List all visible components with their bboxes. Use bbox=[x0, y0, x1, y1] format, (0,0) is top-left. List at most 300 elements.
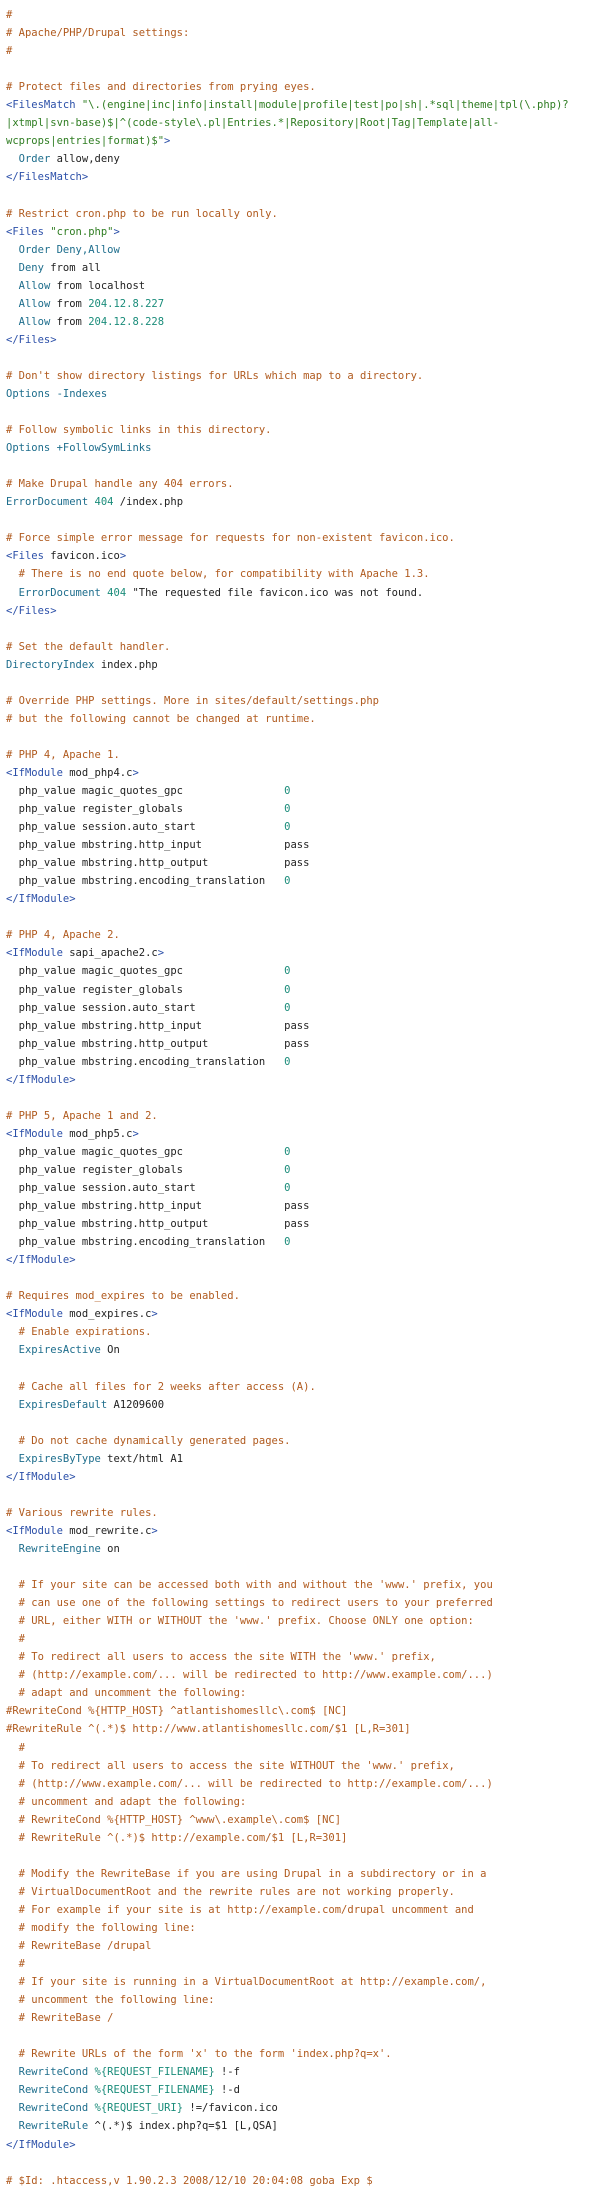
keyword-token: Order bbox=[18, 243, 51, 256]
keyword-token: Options bbox=[6, 442, 51, 455]
value-token: 0 bbox=[284, 1145, 291, 1158]
code-line bbox=[6, 602, 596, 620]
code-line bbox=[6, 1179, 596, 1197]
code-line bbox=[6, 313, 596, 331]
comment-token: # RewriteRule ^(.*)$ http://example.com/$1 [L,R=301] bbox=[18, 1831, 348, 1844]
keyword-token: +FollowSymLinks bbox=[56, 442, 152, 455]
code-line bbox=[6, 1323, 596, 1341]
comment-token: # To redirect all users to access the site WITH the 'www.' prefix, bbox=[18, 1651, 436, 1664]
code-line bbox=[6, 1161, 596, 1179]
code-line bbox=[6, 800, 596, 818]
text-token bbox=[6, 568, 19, 580]
comment-token: # $Id: .htaccess,v 1.90.2.3 2008/12/10 20:04:08 goba Exp $ bbox=[6, 2174, 373, 2187]
keyword-token: RewriteCond bbox=[18, 2102, 89, 2115]
text-token bbox=[6, 1399, 19, 1411]
text-token: index.php bbox=[94, 658, 158, 671]
tag-token: </IfModule> bbox=[6, 893, 76, 906]
value-token: 0 bbox=[284, 1055, 291, 1068]
text-token: php_value magic_quotes_gpc bbox=[6, 1145, 285, 1158]
code-line bbox=[6, 457, 596, 475]
text-token bbox=[6, 2066, 19, 2078]
code-line bbox=[6, 872, 596, 890]
code-line bbox=[6, 1305, 596, 1323]
keyword-token: ErrorDocument bbox=[18, 586, 101, 599]
code-line bbox=[6, 1378, 596, 1396]
code-line bbox=[6, 186, 596, 204]
code-line bbox=[6, 60, 596, 78]
comment-token: # RewriteCond %{HTTP_HOST} ^www\.example\.com$ [NC] bbox=[18, 1813, 342, 1826]
comment-token: # Override PHP settings. More in sites/default/settings.php bbox=[6, 694, 379, 707]
code-line bbox=[6, 2009, 596, 2027]
code-line bbox=[6, 1251, 596, 1269]
comment-token: # Modify the RewriteBase if you are using Drupal in a subdirectory or in a bbox=[18, 1867, 487, 1880]
code-line bbox=[6, 782, 596, 800]
code-line bbox=[6, 1341, 596, 1359]
comment-token: #RewriteCond %{HTTP_HOST} ^atlantishomesllc\.com$ [NC] bbox=[6, 1705, 348, 1718]
value-token: 0 bbox=[284, 875, 291, 888]
tag-token: > bbox=[151, 1524, 158, 1537]
text-token bbox=[6, 2084, 19, 2096]
comment-token: # Enable expirations. bbox=[18, 1326, 152, 1339]
value-token: 204.12.8.227 bbox=[88, 297, 165, 310]
code-line bbox=[6, 1360, 596, 1378]
code-line bbox=[6, 710, 596, 728]
tag-token: > bbox=[119, 550, 127, 563]
code-line bbox=[6, 547, 596, 565]
code-line bbox=[6, 656, 596, 674]
code-line bbox=[6, 1793, 596, 1811]
comment-token: # Force simple error message for requests for non-existent favicon.ico. bbox=[6, 532, 455, 545]
code-line bbox=[6, 529, 596, 547]
keyword-token: ErrorDocument bbox=[6, 496, 89, 509]
text-token bbox=[6, 1381, 19, 1393]
comment-token: # Various rewrite rules. bbox=[6, 1506, 158, 1519]
comment-token: # (http://example.com/... will be redirected to http://www.example.com/...) bbox=[18, 1669, 493, 1682]
text-token bbox=[6, 298, 19, 310]
code-line bbox=[6, 2154, 596, 2172]
code-line bbox=[6, 944, 596, 962]
code-line bbox=[6, 349, 596, 367]
code-line bbox=[6, 1937, 596, 1955]
keyword-token: ExpiresDefault bbox=[18, 1398, 108, 1411]
text-token bbox=[6, 1940, 19, 1952]
comment-token: # uncomment and adapt the following: bbox=[18, 1795, 247, 1808]
comment-token: # PHP 4, Apache 1. bbox=[6, 748, 120, 761]
text-token: mod_rewrite.c bbox=[69, 1524, 152, 1537]
code-line bbox=[6, 2136, 596, 2154]
value-token: %{REQUEST_FILENAME} bbox=[94, 2066, 215, 2079]
code-line bbox=[6, 584, 596, 602]
text-token bbox=[6, 1687, 19, 1699]
comment-token: # To redirect all users to access the site WITHOUT the 'www.' prefix, bbox=[18, 1759, 455, 1772]
text-token bbox=[6, 1344, 19, 1356]
text-token: php_value register_globals bbox=[6, 1164, 285, 1176]
text-token: php_value mbstring.http_input pass bbox=[6, 1019, 310, 1032]
text-token: from all bbox=[43, 261, 101, 274]
tag-token: > bbox=[132, 1127, 139, 1140]
code-line bbox=[6, 150, 596, 168]
text-token bbox=[6, 262, 19, 274]
code-line bbox=[6, 493, 596, 511]
comment-token: # bbox=[18, 1741, 25, 1754]
value-token: %{REQUEST_FILENAME} bbox=[94, 2084, 215, 2097]
text-token bbox=[6, 1886, 19, 1898]
keyword-token: Deny,Allow bbox=[56, 243, 120, 256]
text-token: php_value register_globals bbox=[6, 803, 285, 816]
code-line bbox=[6, 1107, 596, 1125]
value-token: 0 bbox=[284, 821, 291, 834]
string-token: "\.(engine|inc|info|install|module|profile|test|po|sh|.*sql|theme|tpl(\.php)? bbox=[81, 99, 569, 112]
code-line bbox=[6, 1432, 596, 1450]
comment-token: # modify the following line: bbox=[18, 1921, 196, 1934]
code-line bbox=[6, 2117, 596, 2135]
tag-token: <IfModule bbox=[6, 766, 70, 779]
code-line bbox=[6, 2172, 596, 2190]
code-line bbox=[6, 42, 596, 60]
text-token: /index.php bbox=[113, 496, 184, 509]
code-line bbox=[6, 1558, 596, 1576]
code-line bbox=[6, 1197, 596, 1215]
code-line bbox=[6, 1125, 596, 1143]
string-token: |xtmpl|svn-base)$|^(code-style\.pl|Entries.*|Repository|Root|Tag|Template|all- bbox=[6, 117, 500, 130]
comment-token: # Don't show directory listings for URLs which map to a directory. bbox=[6, 369, 424, 382]
text-token bbox=[6, 1579, 19, 1591]
code-line bbox=[6, 1594, 596, 1612]
text-token: php_value mbstring.http_output pass bbox=[6, 1218, 310, 1231]
code-line bbox=[6, 1468, 596, 1486]
code-line bbox=[6, 1991, 596, 2009]
comment-token: # RewriteBase /drupal bbox=[18, 1940, 152, 1953]
code-line bbox=[6, 439, 596, 457]
code-line bbox=[6, 1035, 596, 1053]
comment-token: # Follow symbolic links in this directory. bbox=[6, 424, 272, 437]
code-line bbox=[6, 1702, 596, 1720]
code-line bbox=[6, 223, 596, 241]
comment-token: # Restrict cron.php to be run locally only. bbox=[6, 207, 278, 220]
comment-token: # Make Drupal handle any 404 errors. bbox=[6, 478, 234, 491]
code-line bbox=[6, 1739, 596, 1757]
code-line bbox=[6, 1504, 596, 1522]
text-token bbox=[6, 1615, 19, 1627]
string-token: "cron.php" bbox=[50, 225, 114, 238]
comment-token: # adapt and uncomment the following: bbox=[18, 1687, 247, 1700]
code-line bbox=[6, 728, 596, 746]
comment-token: # Protect files and directories from prying eyes. bbox=[6, 81, 316, 94]
code-line bbox=[6, 421, 596, 439]
code-line bbox=[6, 764, 596, 782]
code-line bbox=[6, 1089, 596, 1107]
text-token bbox=[6, 1922, 19, 1934]
value-token: 404 bbox=[94, 496, 114, 509]
code-line bbox=[6, 1576, 596, 1594]
comment-token: # (http://www.example.com/... will be redirected to http://example.com/...) bbox=[18, 1777, 493, 1790]
code-line bbox=[6, 1684, 596, 1702]
text-token bbox=[6, 1597, 19, 1609]
code-line bbox=[6, 854, 596, 872]
comment-token: # There is no end quote below, for compatibility with Apache 1.3. bbox=[18, 568, 430, 581]
keyword-token: ExpiresByType bbox=[18, 1452, 101, 1465]
comment-token: # Cache all files for 2 weeks after access (A). bbox=[18, 1380, 316, 1393]
code-line bbox=[6, 692, 596, 710]
code-line bbox=[6, 1829, 596, 1847]
tag-token: <IfModule bbox=[6, 1308, 70, 1321]
code-line bbox=[6, 1233, 596, 1251]
code-line bbox=[6, 132, 596, 150]
code-line bbox=[6, 168, 596, 186]
tag-token: <IfModule bbox=[6, 947, 70, 960]
text-token: from bbox=[50, 315, 89, 328]
comment-token: # PHP 5, Apache 1 and 2. bbox=[6, 1109, 158, 1122]
comment-token: # For example if your site is at http://example.com/drupal uncomment and bbox=[18, 1903, 474, 1916]
comment-token: # If your site can be accessed both with and without the 'www.' prefix, you bbox=[18, 1579, 493, 1592]
code-line bbox=[6, 277, 596, 295]
tag-token: > bbox=[151, 1308, 158, 1321]
code-line bbox=[6, 1269, 596, 1287]
text-token: mod_php5.c bbox=[69, 1127, 133, 1140]
text-token: php_value mbstring.http_input pass bbox=[6, 1200, 310, 1213]
text-token bbox=[6, 2102, 19, 2114]
value-token: 204.12.8.228 bbox=[88, 315, 165, 328]
text-token: php_value session.auto_start bbox=[6, 1182, 285, 1195]
code-line bbox=[6, 1287, 596, 1305]
value-token: 0 bbox=[284, 803, 291, 816]
tag-token: > bbox=[164, 135, 171, 148]
keyword-token: RewriteRule bbox=[18, 2120, 89, 2133]
tag-token: <Files bbox=[6, 225, 51, 238]
text-token: A1209600 bbox=[107, 1398, 165, 1411]
text-token: favicon.ico bbox=[50, 550, 120, 563]
code-line bbox=[6, 367, 596, 385]
text-token: php_value mbstring.http_input pass bbox=[6, 839, 310, 852]
tag-token: <FilesMatch bbox=[6, 99, 82, 112]
code-line bbox=[6, 205, 596, 223]
text-token: php_value session.auto_start bbox=[6, 821, 285, 834]
code-line bbox=[6, 78, 596, 96]
text-token bbox=[6, 2012, 19, 2024]
comment-token: # uncomment the following line: bbox=[18, 1994, 215, 2007]
keyword-token: RewriteCond bbox=[18, 2084, 89, 2097]
code-line bbox=[6, 259, 596, 277]
keyword-token: -Indexes bbox=[56, 387, 108, 400]
text-token: php_value register_globals bbox=[6, 983, 285, 996]
value-token: 0 bbox=[284, 785, 291, 798]
tag-token: > bbox=[113, 225, 120, 238]
text-token bbox=[6, 153, 19, 165]
code-line bbox=[6, 818, 596, 836]
code-line bbox=[6, 24, 596, 42]
tag-token: > bbox=[157, 947, 165, 960]
keyword-token: Options bbox=[6, 387, 51, 400]
text-token: !=/favicon.ico bbox=[183, 2102, 278, 2115]
code-line bbox=[6, 962, 596, 980]
keyword-token: Order bbox=[18, 153, 51, 166]
text-token: php_value mbstring.encoding_translation bbox=[6, 1236, 285, 1249]
keyword-token: ExpiresActive bbox=[18, 1344, 101, 1357]
code-line bbox=[6, 475, 596, 493]
code-line bbox=[6, 2027, 596, 2045]
code-line bbox=[6, 999, 596, 1017]
text-token: text/html A1 bbox=[100, 1452, 184, 1465]
tag-token: </Files> bbox=[6, 604, 57, 617]
text-token bbox=[6, 1669, 19, 1681]
code-line bbox=[6, 638, 596, 656]
code-line bbox=[6, 96, 596, 114]
text-token: ^(.*)$ index.php?q=$1 [L,QSA] bbox=[88, 2120, 278, 2133]
text-token: "The requested file favicon.ico was not found. bbox=[126, 586, 424, 599]
keyword-token: Deny bbox=[18, 261, 44, 274]
code-line bbox=[6, 403, 596, 421]
text-token bbox=[6, 2120, 19, 2132]
value-token: 0 bbox=[284, 983, 291, 996]
text-token bbox=[6, 1326, 19, 1338]
text-token: from localhost bbox=[50, 279, 146, 292]
code-line bbox=[6, 746, 596, 764]
text-token: php_value mbstring.encoding_translation bbox=[6, 1055, 285, 1068]
code-line bbox=[6, 114, 596, 132]
code-line bbox=[6, 1053, 596, 1071]
code-line bbox=[6, 331, 596, 349]
code-line bbox=[6, 674, 596, 692]
text-token bbox=[6, 1435, 19, 1447]
code-line bbox=[6, 2081, 596, 2099]
text-token: allow,deny bbox=[50, 153, 120, 166]
code-line bbox=[6, 1450, 596, 1468]
text-token bbox=[6, 316, 19, 328]
comment-token: # URL, either WITH or WITHOUT the 'www.' prefix. Choose ONLY one option: bbox=[18, 1615, 474, 1628]
text-token: !-f bbox=[214, 2066, 240, 2079]
text-token: php_value mbstring.http_output pass bbox=[6, 1037, 310, 1050]
text-token bbox=[6, 1958, 19, 1970]
value-token: 404 bbox=[107, 586, 127, 599]
code-line bbox=[6, 1901, 596, 1919]
text-token bbox=[6, 1633, 19, 1645]
code-line bbox=[6, 620, 596, 638]
htaccess-code-listing bbox=[6, 6, 596, 2190]
text-token: !-d bbox=[214, 2084, 240, 2097]
code-line bbox=[6, 1540, 596, 1558]
code-line bbox=[6, 1414, 596, 1432]
text-token bbox=[6, 587, 19, 599]
value-token: 0 bbox=[284, 1182, 291, 1195]
comment-token: # VirtualDocumentRoot and the rewrite rules are not working properly. bbox=[18, 1885, 455, 1898]
text-token bbox=[6, 1778, 19, 1790]
code-line bbox=[6, 6, 596, 24]
tag-token: <IfModule bbox=[6, 1127, 70, 1140]
tag-token: </IfModule> bbox=[6, 1073, 76, 1086]
text-token: php_value mbstring.http_output pass bbox=[6, 857, 310, 870]
tag-token: </IfModule> bbox=[6, 1470, 76, 1483]
tag-token: </IfModule> bbox=[6, 1254, 76, 1267]
text-token bbox=[6, 280, 19, 292]
code-line bbox=[6, 1847, 596, 1865]
text-token bbox=[6, 1868, 19, 1880]
text-token: on bbox=[100, 1542, 120, 1555]
comment-token: # bbox=[6, 45, 13, 58]
code-line bbox=[6, 511, 596, 529]
text-token: sapi_apache2.c bbox=[69, 947, 158, 960]
text-token bbox=[6, 1453, 19, 1465]
keyword-token: Allow bbox=[18, 279, 51, 292]
code-line bbox=[6, 1955, 596, 1973]
code-line bbox=[6, 2045, 596, 2063]
comment-token: # but the following cannot be changed at runtime. bbox=[6, 712, 316, 725]
code-line bbox=[6, 1486, 596, 1504]
comment-token: # can use one of the following settings to redirect users to your preferred bbox=[18, 1597, 493, 1610]
comment-token: # If your site is running in a VirtualDocumentRoot at http://example.com/, bbox=[18, 1976, 487, 1989]
keyword-token: Allow bbox=[18, 297, 51, 310]
code-line bbox=[6, 241, 596, 259]
code-line bbox=[6, 1522, 596, 1540]
code-line bbox=[6, 890, 596, 908]
code-line bbox=[6, 385, 596, 403]
value-token: %{REQUEST_URI} bbox=[94, 2102, 184, 2115]
comment-token: # RewriteBase / bbox=[18, 2012, 114, 2025]
code-line bbox=[6, 1720, 596, 1738]
code-line bbox=[6, 1973, 596, 1991]
code-line bbox=[6, 1775, 596, 1793]
tag-token: > bbox=[132, 766, 139, 779]
keyword-token: RewriteCond bbox=[18, 2066, 89, 2079]
comment-token: # bbox=[18, 1633, 25, 1646]
code-line bbox=[6, 1215, 596, 1233]
text-token bbox=[6, 1796, 19, 1808]
comment-token: # Do not cache dynamically generated pages. bbox=[18, 1434, 291, 1447]
code-line bbox=[6, 1071, 596, 1089]
code-line bbox=[6, 565, 596, 583]
code-line bbox=[6, 2063, 596, 2081]
code-line bbox=[6, 1757, 596, 1775]
text-token bbox=[6, 244, 19, 256]
text-token bbox=[6, 1994, 19, 2006]
value-token: 0 bbox=[284, 965, 291, 978]
code-line bbox=[6, 1919, 596, 1937]
comment-token: # Apache/PHP/Drupal settings: bbox=[6, 27, 190, 40]
tag-token: </FilesMatch> bbox=[6, 171, 89, 184]
tag-token: <IfModule bbox=[6, 1524, 70, 1537]
comment-token: #RewriteRule ^(.*)$ http://www.atlantishomesllc.com/$1 [L,R=301] bbox=[6, 1723, 411, 1736]
text-token bbox=[6, 1742, 19, 1754]
comment-token: # Set the default handler. bbox=[6, 640, 171, 653]
code-line bbox=[6, 926, 596, 944]
text-token: php_value session.auto_start bbox=[6, 1001, 285, 1014]
text-token bbox=[6, 1976, 19, 1988]
value-token: 0 bbox=[284, 1164, 291, 1176]
code-line bbox=[6, 908, 596, 926]
comment-token: # Requires mod_expires to be enabled. bbox=[6, 1290, 240, 1303]
string-token: wcprops|entries|format)$" bbox=[6, 135, 165, 148]
text-token: php_value magic_quotes_gpc bbox=[6, 965, 285, 978]
keyword-token: Allow bbox=[18, 315, 51, 328]
comment-token: # bbox=[18, 1958, 25, 1971]
tag-token: <Files bbox=[6, 550, 51, 563]
code-line bbox=[6, 2099, 596, 2117]
comment-token: # Rewrite URLs of the form 'x' to the form 'index.php?q=x'. bbox=[18, 2048, 392, 2061]
code-line bbox=[6, 836, 596, 854]
text-token bbox=[6, 1832, 19, 1844]
code-line bbox=[6, 1630, 596, 1648]
text-token: mod_php4.c bbox=[69, 766, 133, 779]
code-line bbox=[6, 1396, 596, 1414]
text-token: mod_expires.c bbox=[69, 1308, 152, 1321]
text-token: php_value mbstring.encoding_translation bbox=[6, 875, 285, 888]
keyword-token: RewriteEngine bbox=[18, 1542, 101, 1555]
text-token: On bbox=[100, 1344, 120, 1357]
tag-token: </Files> bbox=[6, 333, 57, 346]
comment-token: # PHP 4, Apache 2. bbox=[6, 929, 120, 942]
value-token: 0 bbox=[284, 1001, 291, 1014]
code-line bbox=[6, 1017, 596, 1035]
value-token: 0 bbox=[284, 1236, 291, 1249]
